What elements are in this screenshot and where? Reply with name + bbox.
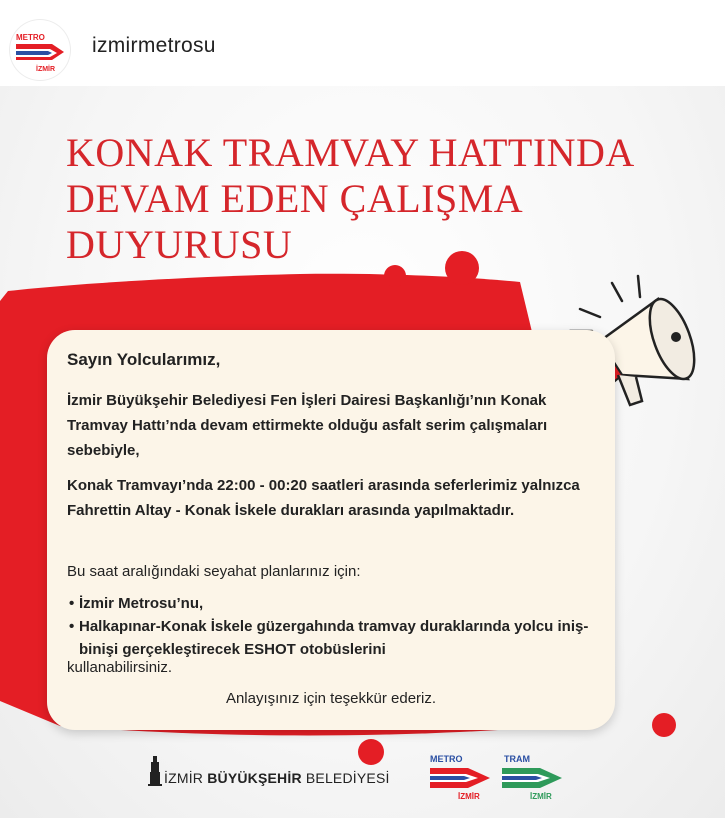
thanks-text: Anlayışınız için teşekkür ederiz. (225, 690, 437, 707)
bullet-text: Halkapınar-Konak İskele güzergahında tramvay duraklarında yolcu iniş-binişi gerçekleştirecek ESHOT otobüslerini (79, 618, 589, 658)
bullet-icon: • (69, 618, 75, 635)
municipality-logo (148, 754, 390, 786)
bullet-text: İzmir Metrosu’nu, (79, 595, 204, 612)
clock-tower-icon (148, 754, 162, 786)
post-header (0, 0, 725, 86)
account-avatar[interactable] (10, 20, 70, 80)
post-image (0, 86, 725, 818)
svg-text:TRAM: TRAM (504, 754, 530, 764)
bullet-icon: • (69, 595, 75, 612)
title-line-1: KONAK TRAMVAY HATTINDA (66, 130, 635, 175)
tram-izmir-logo-icon (500, 752, 566, 802)
bullet-item (69, 592, 609, 615)
paragraph-reason: İzmir Büyükşehir Belediyesi Fen İşleri Dairesi Başkanlığı’nın Konak Tramvay Hattı’nda devam ettirmekte olduğu asfalt serim çalışmaları sebebiyle, (67, 392, 548, 459)
announcement-title (66, 130, 635, 268)
metro-logo-icon (10, 20, 70, 80)
svg-text:İZMİR: İZMİR (458, 792, 480, 801)
greeting: Sayın Yolcularımız, (67, 350, 221, 369)
metro-izmir-logo-icon (428, 752, 494, 802)
title-line-3: DUYURUSU (66, 222, 293, 267)
paragraph-schedule: Konak Tramvayı’nda 22:00 - 00:20 saatleri arasında seferlerimiz yalnızca Fahrettin Altay - Konak İskele durakları arasında yapılmaktadır. (67, 477, 580, 519)
alternatives-intro: Bu saat aralığındaki seyahat planlarınız için: (67, 563, 361, 580)
bullet-item (69, 615, 609, 661)
announcement-card (47, 330, 615, 730)
municipality-name: İZMİR BÜYÜKŞEHİR BELEDİYESİ (164, 770, 390, 786)
svg-text:İZMİR: İZMİR (530, 792, 552, 801)
svg-text:METRO: METRO (16, 33, 45, 42)
account-username[interactable]: izmirmetrosu (92, 34, 216, 57)
title-line-2: DEVAM EDEN ÇALIŞMA (66, 176, 524, 221)
alternatives-outro: kullanabilirsiniz. (67, 659, 173, 676)
svg-text:İZMİR: İZMİR (36, 66, 56, 73)
svg-text:METRO: METRO (430, 754, 463, 764)
